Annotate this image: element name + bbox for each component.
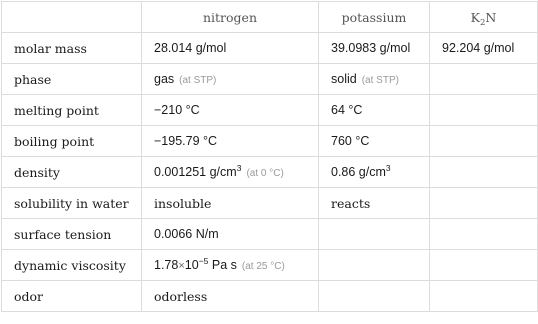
nitrogen-melting-point: −210 °C bbox=[142, 95, 319, 126]
k2n-molar-mass: 92.204 g/mol bbox=[430, 33, 538, 64]
nitrogen-density-exponent: 3 bbox=[236, 163, 242, 173]
viscosity-note: (at 25 °C) bbox=[241, 261, 285, 272]
viscosity-base: 10 bbox=[184, 258, 199, 272]
viscosity-mantissa: 1.78 bbox=[154, 258, 179, 272]
row-melting-point bbox=[2, 95, 538, 126]
header-row bbox=[2, 2, 538, 33]
row-label: dynamic viscosity bbox=[2, 250, 142, 281]
k2n-odor bbox=[430, 281, 538, 312]
row-dynamic-viscosity bbox=[2, 250, 538, 281]
k2n-phase bbox=[430, 64, 538, 95]
row-odor bbox=[2, 281, 538, 312]
header-empty-cell bbox=[2, 2, 142, 33]
times-sign: × bbox=[178, 260, 185, 272]
header-k2n bbox=[430, 2, 538, 33]
nitrogen-boiling-point: −195.79 °C bbox=[142, 126, 319, 157]
k2n-solubility bbox=[430, 188, 538, 219]
potassium-phase-note: (at STP) bbox=[361, 75, 399, 86]
potassium-density bbox=[319, 157, 430, 188]
potassium-phase bbox=[319, 64, 430, 95]
viscosity-exponent: −5 bbox=[198, 256, 209, 266]
k2n-melting-point bbox=[430, 95, 538, 126]
nitrogen-density bbox=[142, 157, 319, 188]
row-label: surface tension bbox=[2, 219, 142, 250]
nitrogen-phase-note: (at STP) bbox=[179, 75, 217, 86]
k2n-density bbox=[430, 157, 538, 188]
nitrogen-phase-value: gas bbox=[154, 72, 175, 86]
row-surface-tension bbox=[2, 219, 538, 250]
header-k2n-base: K bbox=[470, 9, 480, 25]
row-label: boiling point bbox=[2, 126, 142, 157]
k2n-surface-tension bbox=[430, 219, 538, 250]
row-label: density bbox=[2, 157, 142, 188]
nitrogen-solubility: insoluble bbox=[142, 188, 319, 219]
row-label: melting point bbox=[2, 95, 142, 126]
potassium-phase-value: solid bbox=[331, 72, 357, 86]
row-label: molar mass bbox=[2, 33, 142, 64]
nitrogen-density-note: (at 0 °C) bbox=[246, 168, 284, 179]
potassium-density-value: 0.86 g/cm bbox=[331, 165, 386, 179]
row-label: odor bbox=[2, 281, 142, 312]
k2n-dynamic-viscosity bbox=[430, 250, 538, 281]
header-potassium: potassium bbox=[319, 2, 430, 33]
nitrogen-molar-mass: 28.014 g/mol bbox=[142, 33, 319, 64]
nitrogen-dynamic-viscosity bbox=[142, 250, 319, 281]
potassium-solubility: reacts bbox=[319, 188, 430, 219]
viscosity-unit: Pa s bbox=[208, 258, 237, 272]
potassium-boiling-point: 760 °C bbox=[319, 126, 430, 157]
k2n-boiling-point bbox=[430, 126, 538, 157]
potassium-surface-tension bbox=[319, 219, 430, 250]
potassium-melting-point: 64 °C bbox=[319, 95, 430, 126]
row-label: solubility in water bbox=[2, 188, 142, 219]
nitrogen-phase bbox=[142, 64, 319, 95]
row-phase bbox=[2, 64, 538, 95]
row-molar-mass bbox=[2, 33, 538, 64]
nitrogen-odor: odorless bbox=[142, 281, 319, 312]
potassium-density-exponent: 3 bbox=[385, 163, 391, 173]
nitrogen-surface-tension: 0.0066 N/m bbox=[142, 219, 319, 250]
potassium-dynamic-viscosity bbox=[319, 250, 430, 281]
row-boiling-point bbox=[2, 126, 538, 157]
potassium-molar-mass: 39.0983 g/mol bbox=[319, 33, 430, 64]
header-nitrogen: nitrogen bbox=[142, 2, 319, 33]
row-label: phase bbox=[2, 64, 142, 95]
row-density bbox=[2, 157, 538, 188]
header-k2n-end: N bbox=[485, 9, 497, 25]
properties-table bbox=[1, 1, 538, 312]
header-k2n-subscript: 2 bbox=[479, 17, 486, 28]
row-solubility bbox=[2, 188, 538, 219]
nitrogen-density-value: 0.001251 g/cm bbox=[154, 165, 237, 179]
potassium-odor bbox=[319, 281, 430, 312]
